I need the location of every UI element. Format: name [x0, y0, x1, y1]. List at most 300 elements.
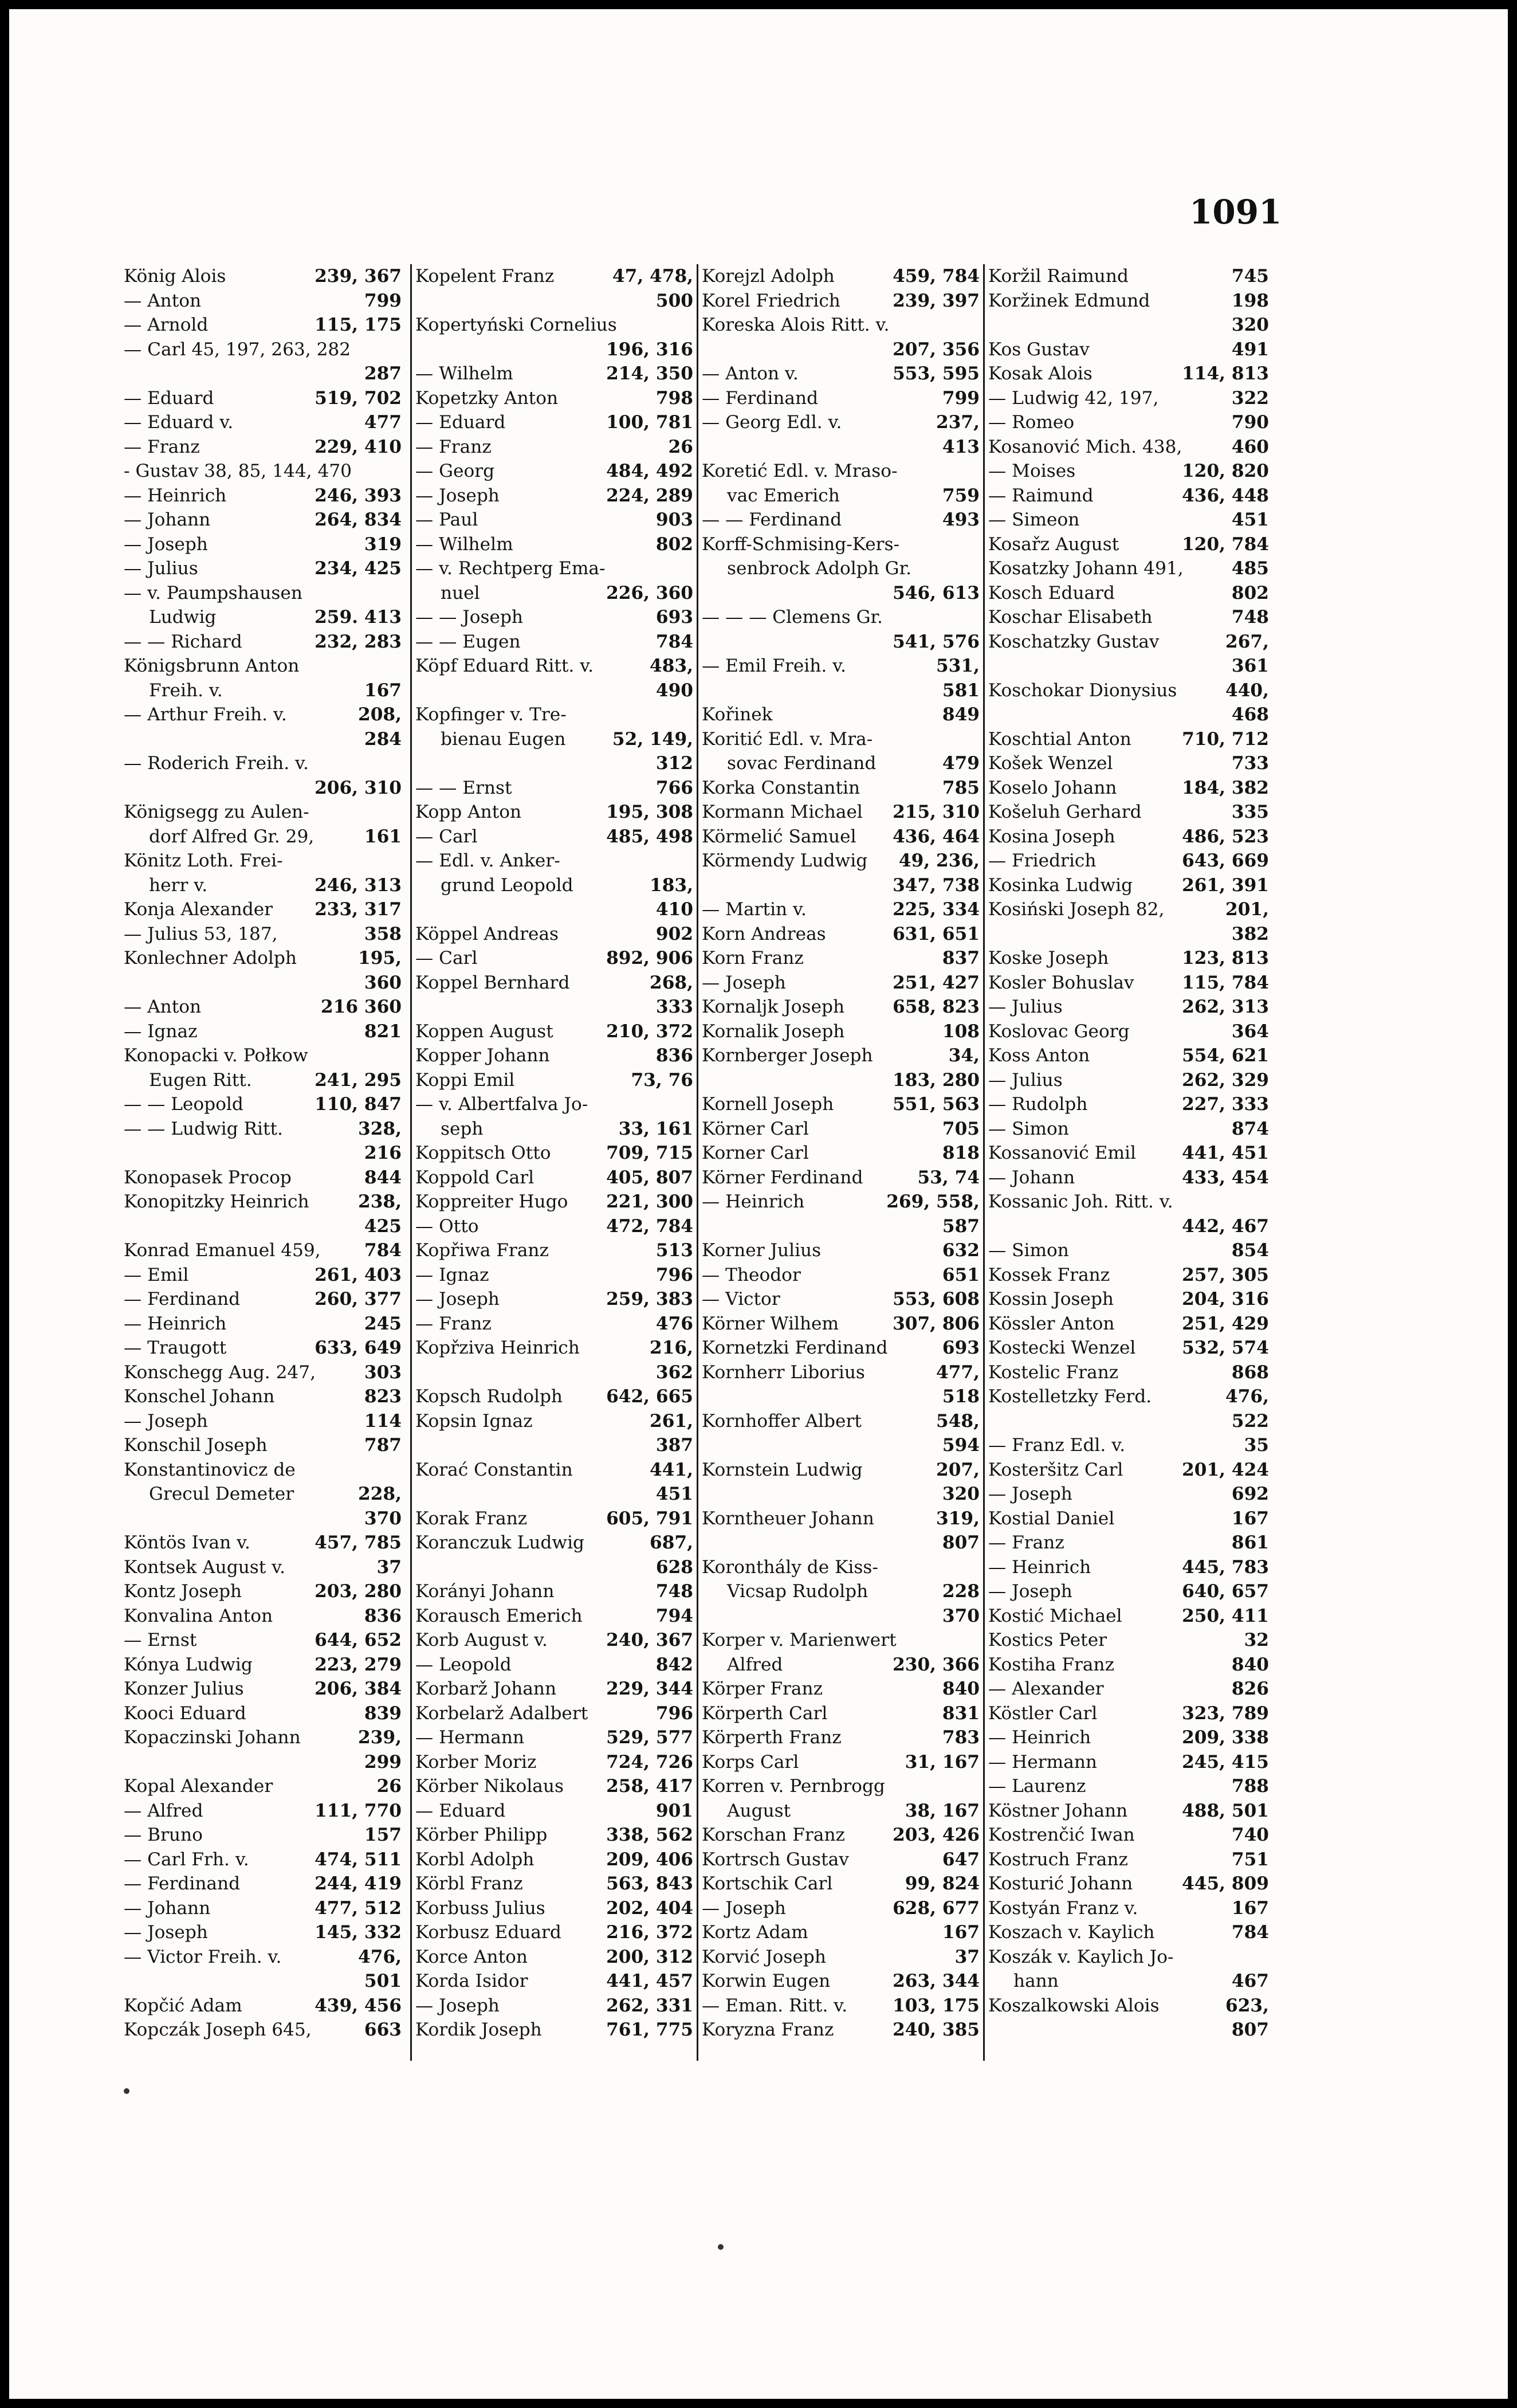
entry-page-refs: 251, 429	[1182, 1313, 1269, 1334]
entry-name: — Victor	[702, 1289, 780, 1309]
entry-page-refs: 410	[655, 899, 693, 920]
entry-page-refs: 284	[364, 728, 402, 750]
entry-name: Korak Franz	[415, 1508, 528, 1529]
index-entry	[702, 313, 980, 338]
entry-page-refs: 831	[942, 1703, 980, 1724]
entry-name: — Hermann	[988, 1751, 1098, 1772]
entry-name: Koszalkowski Alois	[988, 1995, 1160, 2016]
entry-name: Konrad Emanuel 459,	[124, 1240, 321, 1261]
entry-page-refs: 319,	[936, 1508, 980, 1529]
index-entry	[988, 1969, 1269, 1994]
entry-page-refs: 203, 426	[893, 1825, 980, 1845]
index-entry	[124, 946, 402, 971]
entry-page-refs: 387	[655, 1435, 693, 1456]
entry-page-refs: 445, 783	[1182, 1556, 1269, 1578]
entry-name: — Joseph	[124, 534, 208, 555]
index-entry	[988, 1263, 1269, 1288]
entry-name: Korbusz Eduard	[415, 1922, 561, 1943]
entry-name: Kostelic Franz	[988, 1362, 1119, 1383]
entry-name: Kontz Joseph	[124, 1581, 242, 1602]
entry-name: - Gustav 38, 85, 144, 470	[124, 461, 352, 481]
entry-page-refs: 167	[1231, 1897, 1269, 1919]
index-entry	[124, 1823, 402, 1848]
index-entry	[124, 289, 402, 313]
index-entry	[124, 1385, 402, 1409]
entry-name: sovac Ferdinand	[727, 753, 877, 774]
index-entry	[415, 1531, 693, 1555]
index-entry	[988, 1799, 1269, 1823]
entry-page-refs: 244, 419	[315, 1873, 402, 1894]
entry-name: Korvić Joseph	[702, 1946, 826, 1967]
entry-page-refs: 532, 574	[1182, 1338, 1269, 1358]
entry-page-refs: 840	[942, 1678, 980, 1699]
entry-name: — v. Rechtperg Ema-	[415, 558, 606, 579]
entry-page-refs	[690, 1092, 693, 1117]
index-entry	[124, 971, 402, 995]
index-entry	[702, 1750, 980, 1775]
entry-page-refs: 322	[1231, 387, 1269, 409]
index-entry	[415, 971, 693, 995]
index-entry	[415, 1750, 693, 1775]
index-entry	[702, 1141, 980, 1166]
entry-name: — Ignaz	[415, 1264, 489, 1285]
entry-page-refs	[398, 1044, 402, 1068]
entry-name: — Johann	[988, 1167, 1075, 1188]
index-entry	[988, 825, 1269, 849]
entry-name	[415, 995, 653, 1019]
index-entry	[415, 630, 693, 654]
entry-name: Kosinka Ludwig	[988, 874, 1133, 896]
index-entry	[415, 1579, 693, 1604]
entry-page-refs: 439, 456	[315, 1995, 402, 2016]
entry-name: Korps Carl	[702, 1751, 799, 1772]
index-entry	[988, 289, 1269, 313]
index-entry	[702, 995, 980, 1019]
entry-name: Kostecki Wenzel	[988, 1338, 1136, 1358]
entry-page-refs: 854	[1231, 1240, 1269, 1261]
entry-name: — — Joseph	[415, 607, 523, 628]
index-entry	[124, 751, 402, 776]
entry-page-refs: 484, 492	[606, 461, 693, 481]
index-entry	[702, 1994, 980, 2018]
entry-page-refs: 259, 383	[606, 1289, 693, 1309]
index-entry	[415, 1774, 693, 1799]
index-entry	[124, 1190, 402, 1214]
entry-name	[415, 679, 653, 703]
entry-name: nuel	[441, 582, 480, 603]
entry-name: — Anton	[124, 997, 202, 1017]
index-entry	[988, 971, 1269, 995]
index-entry	[702, 1677, 980, 1701]
index-entry	[988, 1117, 1269, 1142]
entry-page-refs: 216,	[650, 1338, 693, 1358]
entry-name: Korejzl Adolph	[702, 266, 835, 287]
entry-page-refs	[398, 654, 402, 679]
entry-name: — Paul	[415, 509, 478, 530]
entry-name: — — — Clemens Gr.	[702, 607, 883, 628]
entry-name: Körber Philipp	[415, 1825, 548, 1845]
entry-page-refs: 472, 784	[606, 1215, 693, 1237]
entry-name	[988, 2018, 1228, 2042]
index-entry	[988, 873, 1269, 898]
entry-page-refs: 796	[655, 1703, 693, 1724]
index-entry	[988, 1945, 1269, 1970]
entry-name: Konopasek Procop	[124, 1167, 292, 1188]
index-entry	[415, 1214, 693, 1239]
entry-name: Kornberger Joseph	[702, 1045, 873, 1066]
index-entry	[702, 922, 980, 947]
entry-name: Korel Friedrich	[702, 290, 840, 311]
entry-page-refs: 692	[1231, 1484, 1269, 1504]
index-entry	[415, 1677, 693, 1701]
entry-page-refs: 228,	[358, 1484, 402, 1504]
entry-name	[702, 873, 889, 898]
index-entry	[702, 1433, 980, 1458]
entry-name	[702, 1385, 939, 1409]
entry-page-refs: 788	[1231, 1776, 1269, 1797]
entry-page-refs: 868	[1231, 1362, 1269, 1383]
index-entry	[415, 800, 693, 825]
entry-page-refs: 239, 397	[893, 290, 980, 311]
entry-page-refs	[1266, 1190, 1269, 1214]
entry-page-refs: 233, 317	[315, 899, 402, 920]
entry-page-refs: 785	[942, 777, 980, 798]
entry-name: Kopčić Adam	[124, 1995, 242, 2016]
entry-name: Grecul Demeter	[149, 1484, 294, 1504]
entry-name: Kössler Anton	[988, 1313, 1115, 1334]
entry-page-refs: 115, 784	[1182, 972, 1269, 993]
entry-page-refs: 477	[364, 412, 402, 433]
index-entry	[702, 1945, 980, 1970]
entry-page-refs: 335	[1231, 802, 1269, 822]
index-entry	[702, 264, 980, 289]
index-entry	[988, 1190, 1269, 1214]
index-entry	[702, 605, 980, 630]
index-entry	[988, 264, 1269, 289]
index-entry	[702, 1555, 980, 1580]
index-entry	[702, 1385, 980, 1409]
index-entry	[702, 654, 980, 679]
entry-name: — Ferdinand	[124, 1289, 241, 1309]
entry-name: Konschel Johann	[124, 1386, 275, 1407]
entry-page-refs: 632	[942, 1240, 980, 1261]
entry-page-refs: 594	[942, 1435, 980, 1456]
entry-name: Körber Nikolaus	[415, 1776, 564, 1797]
entry-name: Kopsch Rudolph	[415, 1386, 563, 1407]
entry-page-refs: 836	[364, 1605, 402, 1626]
entry-name: Korntheuer Johann	[702, 1508, 874, 1529]
entry-page-refs: 784	[655, 631, 693, 652]
entry-name: Korber Moriz	[415, 1751, 537, 1772]
entry-page-refs: 358	[364, 923, 402, 944]
entry-name: Kopetzky Anton	[415, 387, 559, 409]
entry-page-refs: 196, 316	[606, 339, 693, 360]
entry-name: Korner Carl	[702, 1143, 809, 1163]
entry-name: — Heinrich	[124, 485, 227, 506]
entry-name: Korschan Franz	[702, 1825, 845, 1845]
entry-page-refs: 633, 649	[315, 1338, 402, 1358]
entry-name: — Eduard	[124, 387, 214, 409]
index-entry	[124, 1166, 402, 1190]
entry-page-refs: 347, 738	[893, 874, 980, 896]
index-entry	[988, 1214, 1269, 1239]
index-entry	[124, 1701, 402, 1726]
entry-page-refs: 413	[942, 436, 980, 457]
entry-name: Kordik Joseph	[415, 2019, 542, 2040]
entry-page-refs: 223, 279	[315, 1654, 402, 1675]
entry-page-refs: 303	[364, 1362, 402, 1383]
entry-page-refs: 784	[1231, 1922, 1269, 1943]
entry-page-refs: 108	[942, 1021, 980, 1042]
index-entry	[124, 1238, 402, 1263]
index-entry	[124, 1068, 402, 1093]
index-entry	[988, 1920, 1269, 1945]
entry-page-refs: 307, 806	[893, 1313, 980, 1334]
index-entry	[124, 679, 402, 703]
entry-page-refs: 115, 175	[315, 315, 402, 335]
index-entry	[415, 289, 693, 313]
index-entry	[988, 556, 1269, 581]
entry-page-refs: 807	[1231, 2019, 1269, 2040]
entry-page-refs	[690, 556, 693, 581]
index-entry	[988, 1360, 1269, 1385]
index-entry	[988, 1166, 1269, 1190]
entry-page-refs: 245	[364, 1313, 402, 1334]
index-entry	[124, 1604, 402, 1629]
entry-page-refs: 709, 715	[606, 1143, 693, 1163]
index-entry	[702, 1628, 980, 1653]
entry-page-refs: 605, 791	[606, 1508, 693, 1529]
entry-name: herr v.	[149, 874, 208, 896]
entry-page-refs: 488, 501	[1182, 1800, 1269, 1821]
index-entry	[415, 1604, 693, 1629]
entry-name	[124, 1507, 361, 1531]
entry-name: König Alois	[124, 266, 226, 287]
entry-page-refs: 486, 523	[1182, 826, 1269, 847]
entry-page-refs: 553, 595	[893, 363, 980, 384]
entry-name: Korff-Schmising-Kers-	[702, 534, 900, 555]
entry-page-refs: 362	[655, 1362, 693, 1383]
index-entry	[702, 971, 980, 995]
index-entry	[124, 873, 402, 898]
entry-name: Köpf Eduard Ritt. v.	[415, 656, 594, 676]
index-entry	[988, 532, 1269, 557]
entry-name: August	[727, 1800, 791, 1821]
entry-page-refs: 183,	[650, 874, 693, 896]
index-entry	[702, 435, 980, 460]
index-entry	[988, 1287, 1269, 1312]
entry-page-refs: 818	[942, 1143, 980, 1163]
entry-name: Alfred	[727, 1654, 783, 1675]
index-entry	[988, 1312, 1269, 1336]
entry-name: Kortschik Carl	[702, 1873, 833, 1894]
index-column-4	[983, 264, 1269, 2061]
entry-page-refs: 457, 785	[315, 1532, 402, 1553]
entry-page-refs: 99, 824	[905, 1873, 980, 1894]
entry-name	[702, 679, 939, 703]
index-entry	[124, 922, 402, 947]
index-entry	[415, 1238, 693, 1263]
entry-page-refs: 230, 366	[893, 1654, 980, 1675]
entry-page-refs: 250, 411	[1182, 1605, 1269, 1626]
entry-name: Kornherr Liborius	[702, 1362, 865, 1383]
entry-page-refs: 440,	[1225, 680, 1269, 701]
entry-name: Korausch Emerich	[415, 1605, 583, 1626]
entry-name: Korbuss Julius	[415, 1897, 545, 1919]
entry-page-refs: 451	[1231, 509, 1269, 530]
entry-name: Kornetzki Ferdinand	[702, 1338, 888, 1358]
entry-page-refs: 710, 712	[1182, 728, 1269, 750]
index-entry	[988, 995, 1269, 1019]
entry-page-refs	[976, 1555, 980, 1580]
index-column-1	[124, 264, 402, 2061]
entry-page-refs	[976, 532, 980, 557]
index-entry	[124, 1312, 402, 1336]
entry-page-refs: 892, 906	[606, 948, 693, 968]
entry-name: Köntös Ivan v.	[124, 1532, 250, 1553]
entry-page-refs: 229, 410	[315, 436, 402, 457]
entry-page-refs: 441, 457	[606, 1971, 693, 1991]
index-entry	[124, 703, 402, 727]
entry-page-refs: 261, 391	[1182, 874, 1269, 896]
entry-page-refs: 459, 784	[893, 266, 980, 287]
entry-page-refs: 436, 448	[1182, 485, 1269, 506]
entry-name: Koppen August	[415, 1021, 553, 1042]
index-entry	[702, 1531, 980, 1555]
entry-page-refs: 724, 726	[606, 1751, 693, 1772]
entry-name: Kosch Eduard	[988, 582, 1115, 603]
entry-page-refs: 161	[364, 826, 402, 847]
entry-name: Körner Wilhem	[702, 1313, 839, 1334]
entry-page-refs: 120, 820	[1182, 461, 1269, 481]
entry-page-refs	[690, 313, 693, 338]
entry-page-refs: 120, 784	[1182, 534, 1269, 555]
entry-name: Koselo Johann	[988, 777, 1117, 798]
entry-name: Koržinek Edmund	[988, 290, 1150, 311]
entry-name: — — Eugen	[415, 631, 521, 652]
entry-name	[124, 1750, 361, 1775]
entry-name	[702, 1068, 889, 1093]
index-entry	[415, 410, 693, 435]
entry-page-refs: 206, 310	[315, 777, 402, 798]
index-entry	[124, 264, 402, 289]
entry-page-refs: 751	[1231, 1849, 1269, 1870]
entry-page-refs: 246, 313	[315, 874, 402, 896]
index-entry	[415, 605, 693, 630]
entry-page-refs: 261,	[650, 1410, 693, 1432]
index-entry	[124, 581, 402, 606]
entry-page-refs: 553, 608	[893, 1289, 980, 1309]
entry-page-refs: 554, 621	[1182, 1045, 1269, 1066]
entry-name: Korányi Johann	[415, 1581, 555, 1602]
entry-page-refs: 262, 329	[1182, 1069, 1269, 1091]
index-entry	[988, 1994, 1269, 2018]
index-entry	[702, 1287, 980, 1312]
entry-name: Koschar Elisabeth	[988, 607, 1153, 628]
entry-name: Körbl Franz	[415, 1873, 523, 1894]
index-entry	[988, 1482, 1269, 1507]
index-entry	[415, 825, 693, 849]
entry-page-refs: 483,	[650, 656, 693, 676]
entry-name: Korn Andreas	[702, 923, 826, 944]
entry-name: Kopczák Joseph 645,	[124, 2019, 312, 2040]
index-entry	[124, 1920, 402, 1945]
entry-name: — Georg	[415, 461, 495, 481]
index-entry	[988, 1433, 1269, 1458]
entry-name: Kossin Joseph	[988, 1289, 1114, 1309]
index-entry	[702, 1969, 980, 1994]
entry-name	[415, 1433, 653, 1458]
index-entry	[988, 1750, 1269, 1775]
entry-name: Königsbrunn Anton	[124, 656, 300, 676]
entry-page-refs: 206, 384	[315, 1678, 402, 1699]
entry-page-refs: 436, 464	[893, 826, 980, 847]
entry-name: — — Ferdinand	[702, 509, 842, 530]
entry-name: — Martin v.	[702, 899, 807, 920]
entry-page-refs: 802	[655, 534, 693, 555]
entry-page-refs: 26	[376, 1776, 402, 1797]
index-entry	[415, 1044, 693, 1068]
entry-page-refs: 111, 770	[315, 1800, 402, 1821]
index-entry	[124, 776, 402, 801]
entry-page-refs: 759	[942, 485, 980, 506]
index-entry	[415, 776, 693, 801]
entry-name: Kopertyński Cornelius	[415, 315, 617, 335]
entry-name: Körmendy Ludwig	[702, 850, 868, 871]
index-entry	[702, 897, 980, 922]
entry-name: vac Emerich	[727, 485, 840, 506]
index-entry	[702, 1360, 980, 1385]
entry-name	[988, 1409, 1228, 1434]
entry-page-refs: 794	[655, 1605, 693, 1626]
entry-name: Korbelarž Adalbert	[415, 1703, 588, 1724]
entry-page-refs: 167	[942, 1922, 980, 1943]
entry-name: — Carl	[415, 826, 478, 847]
index-entry	[415, 1360, 693, 1385]
entry-page-refs: 114	[364, 1410, 402, 1432]
entry-name: — Heinrich	[988, 1556, 1091, 1578]
index-entry	[988, 1701, 1269, 1726]
index-entry	[415, 727, 693, 752]
index-entry	[988, 313, 1269, 338]
entry-name: Kopp Anton	[415, 802, 522, 822]
entry-name: Koske Joseph	[988, 948, 1109, 968]
index-entry	[702, 751, 980, 776]
entry-page-refs: 844	[364, 1167, 402, 1188]
index-entry	[415, 1287, 693, 1312]
entry-name: — Ludwig 42, 197,	[988, 387, 1159, 409]
index-entry	[988, 703, 1269, 727]
entry-page-refs: 468	[1231, 704, 1269, 725]
entry-name: — Ferdinand	[702, 387, 819, 409]
index-entry	[124, 386, 402, 411]
entry-name: Kosturić Johann	[988, 1873, 1133, 1894]
entry-page-refs: 651	[942, 1264, 980, 1285]
entry-page-refs: 643, 669	[1182, 850, 1269, 871]
entry-page-refs: 477, 512	[315, 1897, 402, 1919]
entry-name: Konschegg Aug. 247,	[124, 1362, 316, 1383]
index-entry	[702, 1117, 980, 1142]
entry-name: — Victor Freih. v.	[124, 1946, 282, 1967]
entry-name: Kosak Alois	[988, 363, 1092, 384]
entry-name: Kořinek	[702, 704, 773, 725]
entry-name	[702, 630, 889, 654]
index-entry	[415, 1701, 693, 1726]
index-entry	[702, 1823, 980, 1848]
entry-page-refs: 382	[1231, 923, 1269, 944]
entry-page-refs: 204, 316	[1182, 1289, 1269, 1309]
entry-name: — Julius	[124, 558, 198, 579]
